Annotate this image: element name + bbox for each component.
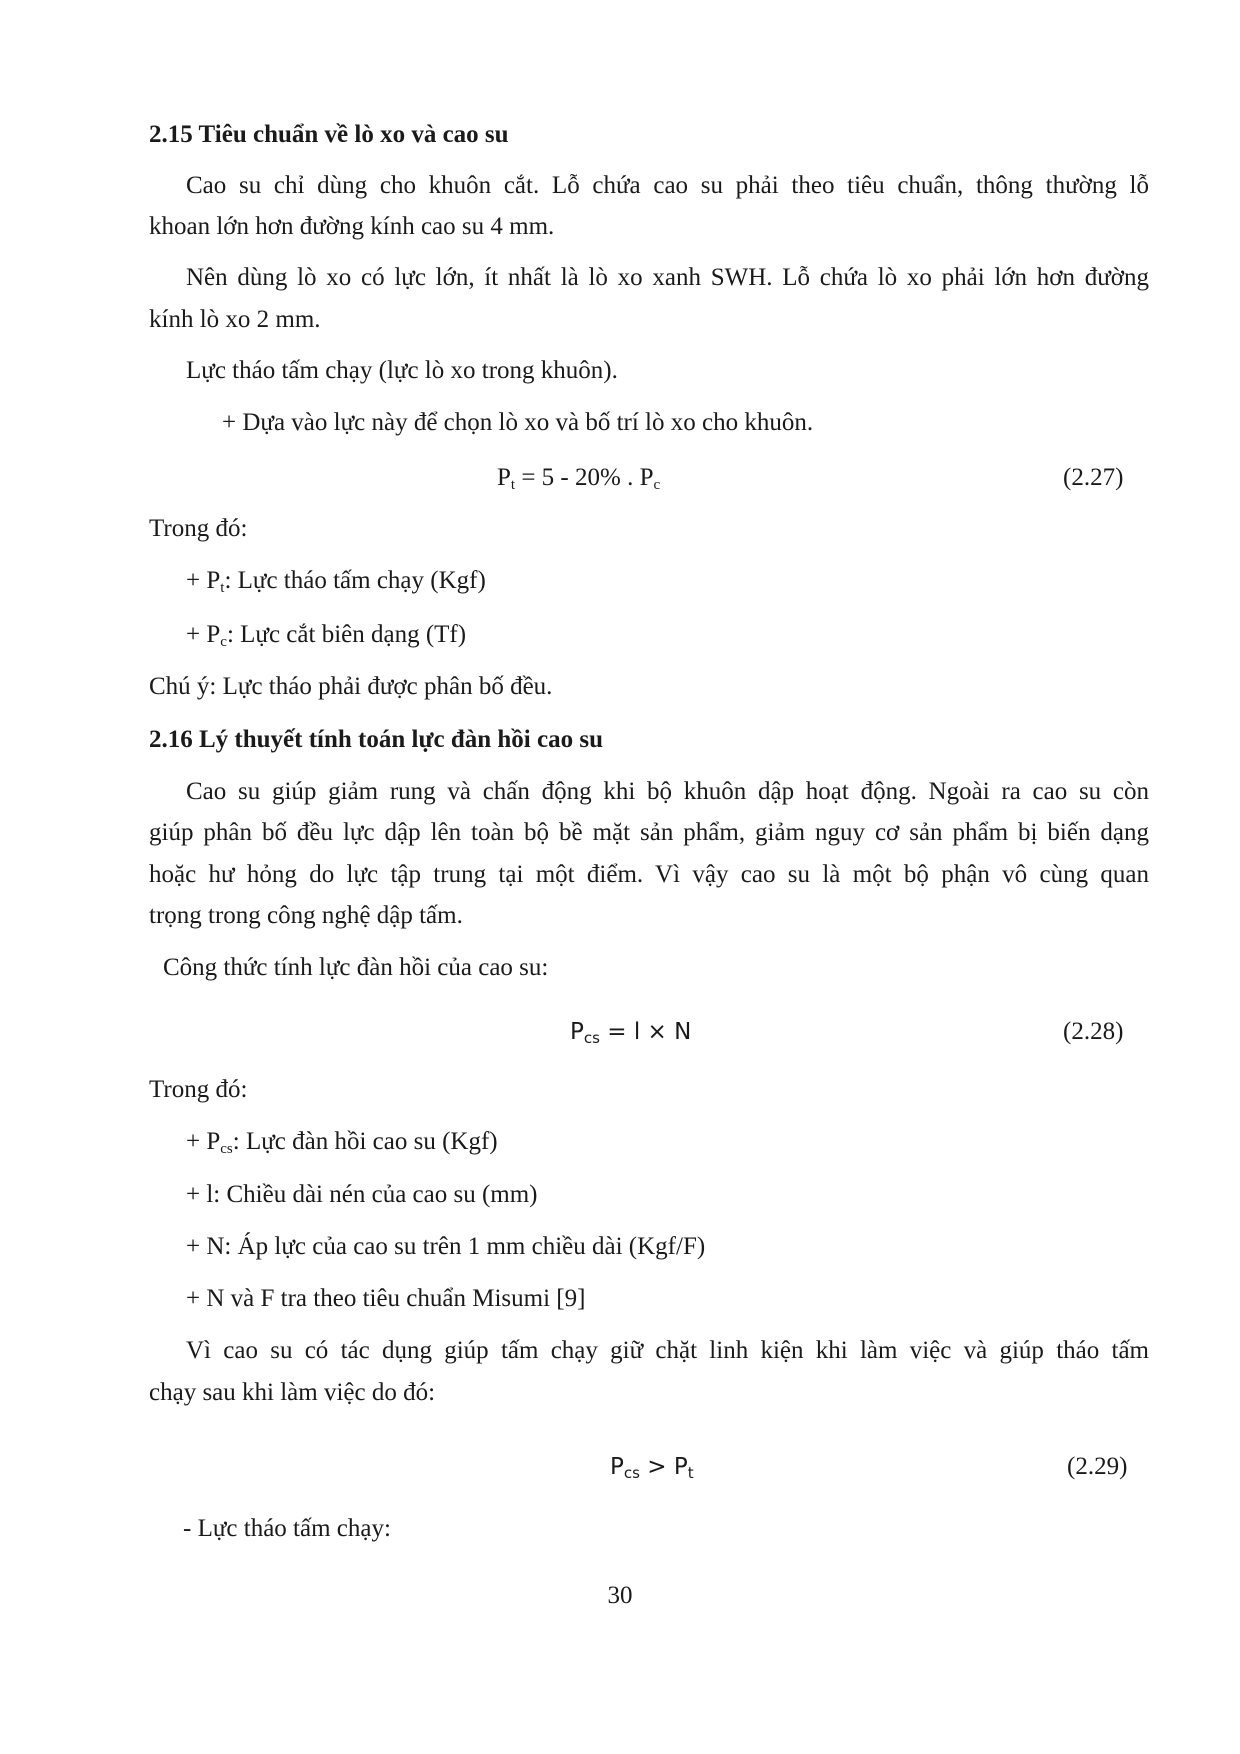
- equation-2-29: $P_{cs} > P_t$: [610, 1454, 694, 1482]
- paragraph-line: kính lò xo 2 mm.: [149, 306, 321, 333]
- formula-intro: Công thức tính lực đàn hồi của cao su:: [163, 954, 549, 981]
- equation-number: (2.28): [1063, 1018, 1124, 1045]
- definition-item: + $P_t$: Lực tháo tấm chạy (Kgf): [186, 567, 486, 596]
- paragraph-line: Cao su chỉ dùng cho khuôn cắt. Lỗ chứa cao su phải theo tiêu chuẩn, thông thường lỗ: [186, 172, 1149, 199]
- equation-number: (2.27): [1063, 464, 1124, 491]
- paragraph-line: chạy sau khi làm việc do đó:: [149, 1379, 436, 1406]
- equation-number: (2.29): [1067, 1453, 1128, 1480]
- where-label: Trong đó:: [149, 1076, 248, 1103]
- paragraph-line: giúp phân bố đều lực dập lên toàn bộ bề mặt sản phẩm, giảm nguy cơ sản phẩm bị biến dạng: [149, 819, 1149, 846]
- equation-2-28: $P_{cs} = l \times N$: [570, 1019, 692, 1047]
- paragraph-line: khoan lớn hơn đường kính cao su 4 mm.: [149, 213, 555, 240]
- paragraph-line: - Lực tháo tấm chạy:: [183, 1515, 391, 1542]
- section-heading-2-16: 2.16 Lý thuyết tính toán lực đàn hồi cao su: [149, 726, 603, 753]
- definition-item: + N: Áp lực của cao su trên 1 mm chiều dài (Kgf/F): [186, 1233, 706, 1260]
- definition-item: + $P_{cs}$: Lực đàn hồi cao su (Kgf): [186, 1128, 498, 1157]
- paragraph-line: trọng trong công nghệ dập tấm.: [149, 902, 463, 929]
- page-number: 30: [607, 1582, 633, 1609]
- paragraph: Lực tháo tấm chạy (lực lò xo trong khuôn).: [186, 357, 618, 384]
- definition-item: + $P_c$: Lực cắt biên dạng (Tf): [186, 621, 467, 650]
- paragraph-line: Vì cao su có tác dụng giúp tấm chạy giữ chặt linh kiện khi làm việc và giúp tháo tấm: [186, 1337, 1149, 1364]
- paragraph-line: Cao su giúp giảm rung và chấn động khi bộ khuôn dập hoạt động. Ngoài ra cao su còn: [186, 778, 1149, 805]
- paragraph-line: hoặc hư hỏng do lực tập trung tại một điểm. Vì vậy cao su là một bộ phận vô cùng quan: [149, 861, 1149, 888]
- bullet-item: + Dựa vào lực này để chọn lò xo và bố trí lò xo cho khuôn.: [222, 409, 814, 436]
- definition-item: + l: Chiều dài nén của cao su (mm): [186, 1181, 538, 1208]
- note: Chú ý: Lực tháo phải được phân bố đều.: [149, 673, 553, 700]
- definition-item: + N và F tra theo tiêu chuẩn Misumi [9]: [186, 1285, 586, 1312]
- equation-2-27: $P_t = 5 - 20\%$ . $P_c$: [497, 464, 661, 493]
- section-heading-2-15: 2.15 Tiêu chuẩn về lò xo và cao su: [149, 121, 509, 148]
- paragraph-line: Nên dùng lò xo có lực lớn, ít nhất là lò xo xanh SWH. Lỗ chứa lò xo phải lớn hơn đường: [186, 264, 1149, 291]
- where-label: Trong đó:: [149, 515, 248, 542]
